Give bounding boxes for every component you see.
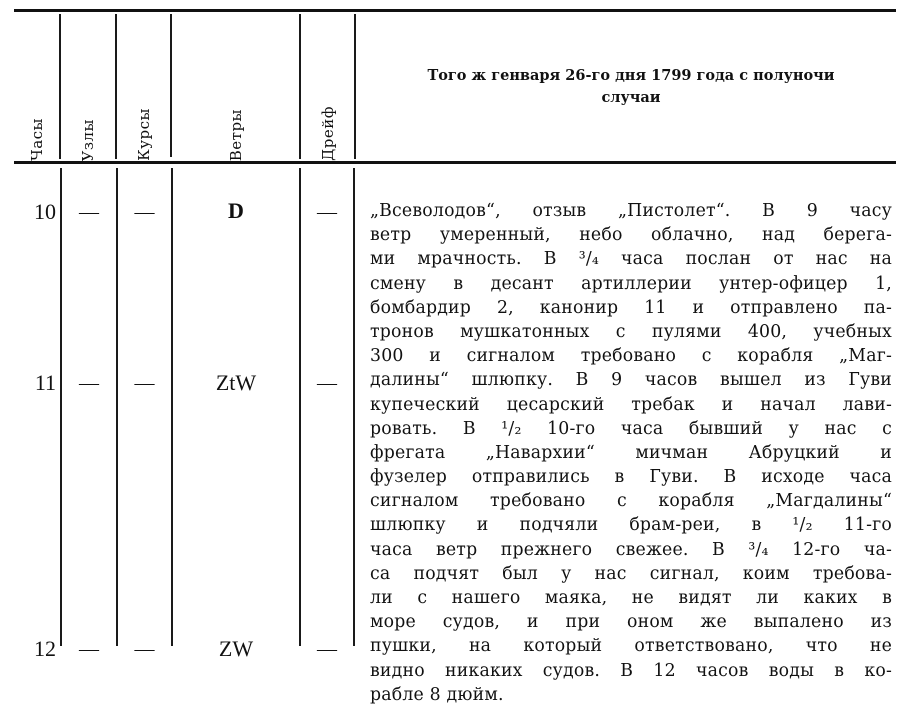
row-courses: —: [134, 638, 155, 660]
text-line: море судов, и при оном же выпалено из: [370, 612, 892, 633]
header-events-title: [366, 12, 896, 161]
text-line: фузелер отправились в Гуви. В исходе часа: [370, 467, 892, 488]
text-line: рабле 8 дюйм.: [370, 684, 504, 705]
text-line: ли с нашего маяка, не видят ли каких в: [370, 588, 892, 608]
row-drift: —: [317, 201, 337, 223]
header-title-line: Того ж генваря 26-го дня 1799 года с полуночи: [427, 66, 835, 84]
column-divider: [116, 168, 118, 646]
text-line: шлюпку и подчяли брам-реи, в ¹/₂ 11-го: [370, 515, 892, 536]
header-winds-label: Ветры: [226, 108, 245, 161]
column-divider: [60, 168, 62, 646]
header-courses: [117, 12, 170, 161]
text-line: пушки, на который ответствовано, что не: [370, 636, 892, 657]
column-divider: [299, 168, 301, 646]
row-wind: D: [228, 198, 244, 223]
column-divider: [353, 168, 355, 646]
header-knots-label: Узлы: [79, 118, 97, 161]
row-wind: ZW: [218, 636, 254, 661]
text-line: сигналом требовано с корабля „Магдалины“: [370, 491, 892, 512]
text-line: смену в десант артиллерии унтер-офицер 1,: [370, 273, 892, 294]
header-winds: [172, 12, 299, 161]
row-hour: 10: [34, 199, 56, 224]
text-line: тронов мушкатонных с пулями 400, учебных: [370, 321, 892, 342]
header-title-line: случаи: [601, 88, 661, 106]
text-line: часа ветр прежнего свежее. В ³/₄ 12-го ча-: [370, 539, 892, 560]
text-line: ветр умеренный, небо облачно, над берега-: [370, 225, 892, 246]
text-line: ровать. В ¹/₂ 10-го часа бывший у нас с: [370, 418, 892, 439]
text-line: „Всеволодов“, отзыв „Пистолет“. В 9 часу: [370, 201, 892, 221]
header-hours-label: Часы: [27, 118, 46, 161]
text-line: ми мрачность. В ³/₄ часа послан от нас на: [370, 249, 892, 270]
row-knots: —: [79, 372, 99, 394]
header-drift: [301, 12, 354, 161]
text-line: видно никаких судов. В 12 часов воды в ко-: [370, 660, 892, 681]
row-wind: ZtW: [215, 370, 257, 395]
header-rule: [14, 161, 896, 164]
header-hours: [14, 12, 59, 161]
log-entry-text: [370, 199, 892, 707]
row-knots: —: [79, 638, 99, 660]
text-line: купеческий цесарский требак и начал лави-: [370, 394, 892, 415]
header-courses-label: Курсы: [134, 108, 153, 161]
row-hour: 11: [34, 370, 56, 395]
text-line: далины“ шлюпку. В 9 часов вышел из Гуви: [370, 370, 892, 391]
row-drift: —: [317, 372, 337, 394]
row-drift: —: [317, 638, 337, 660]
row-courses: —: [134, 372, 155, 394]
row-courses: —: [134, 201, 155, 223]
column-divider: [171, 168, 173, 646]
row-knots: —: [79, 201, 99, 223]
text-line: са подчят был у нас сигнал, коим требова-: [370, 563, 892, 584]
row-hour: 12: [34, 636, 56, 661]
header-knots: [61, 12, 115, 161]
header-drift-label: Дрейф: [318, 106, 337, 161]
text-line: бомбардир 2, канонир 11 и отправлено па-: [370, 297, 892, 318]
text-line: фрегата „Навархии“ мичман Абруцкий и: [370, 442, 892, 463]
column-divider: [354, 14, 356, 159]
text-line: 300 и сигналом требовано с корабля „Маг-: [370, 346, 892, 367]
